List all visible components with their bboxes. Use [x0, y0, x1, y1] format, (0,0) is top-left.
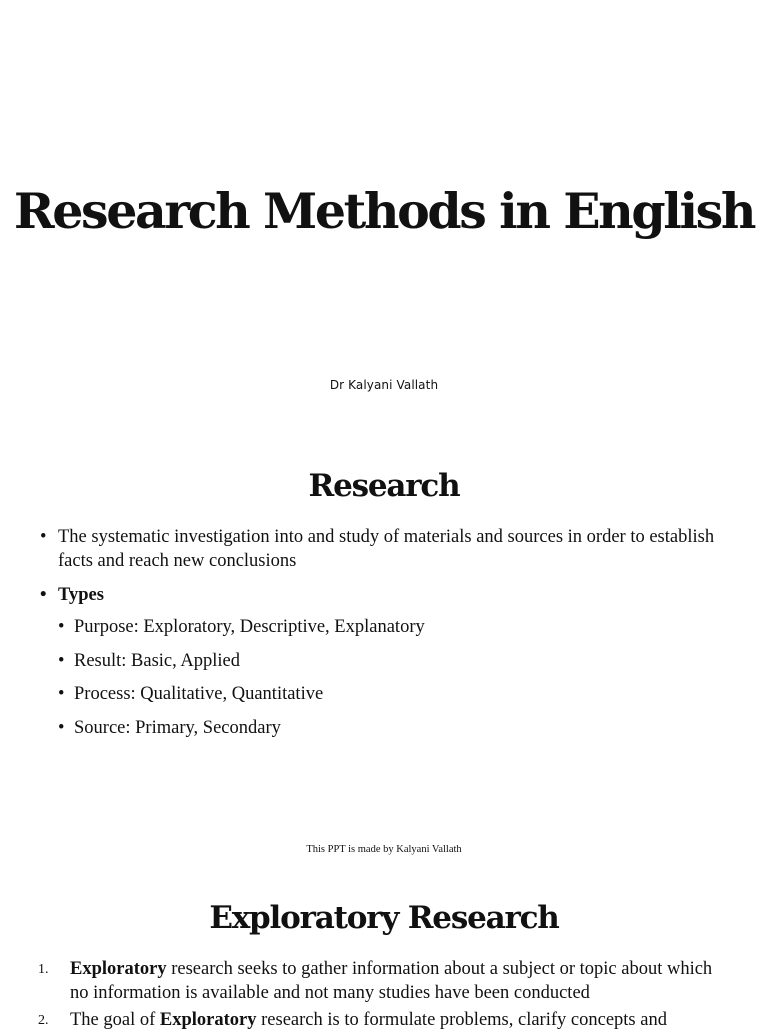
bullet-icon: •: [58, 650, 65, 671]
list-item: [56, 649, 425, 673]
list-item: [56, 615, 425, 639]
item-text: research is to formulate problems, clarify concepts and: [256, 1010, 667, 1030]
types-label: Types: [58, 585, 104, 605]
list-item: [38, 1008, 728, 1032]
types-sub-list: [56, 615, 425, 749]
bullet-icon: •: [40, 527, 47, 547]
research-slide: [0, 432, 768, 864]
item-text: research seeks to gather information about a subject or topic about which no information is available and not many studies have been conducted: [70, 959, 713, 1003]
bullet-icon: •: [58, 717, 65, 738]
exploratory-heading: Exploratory Research: [209, 900, 559, 936]
type-source: Source: Primary, Secondary: [74, 717, 281, 738]
title-slide: [0, 0, 768, 432]
research-bullet-list: [38, 525, 718, 617]
slide-footer: This PPT is made by Kalyani Vallath: [306, 844, 462, 855]
exploratory-slide: [0, 864, 768, 1030]
list-item: [56, 716, 425, 740]
presentation-title: Research Methods in English: [13, 182, 755, 240]
item-number: 2.: [38, 1013, 49, 1028]
bold-term: Exploratory: [159, 1010, 257, 1030]
list-item: [38, 957, 728, 1005]
research-definition: The systematic investigation into and study of materials and sources in order to establish facts and reach new conclusions: [58, 527, 715, 571]
type-result: Result: Basic, Applied: [74, 650, 240, 671]
list-item: [56, 682, 425, 706]
research-heading: Research: [308, 468, 460, 504]
item-prefix: The goal of: [70, 1010, 160, 1030]
item-number: 1.: [38, 962, 49, 977]
bullet-icon: •: [40, 585, 47, 605]
exploratory-numbered-list: [38, 957, 728, 1035]
bullet-icon: •: [58, 684, 65, 704]
bold-term: Exploratory: [70, 959, 167, 979]
type-process: Process: Qualitative, Quantitative: [74, 684, 324, 704]
author-name: Dr Kalyani Vallath: [329, 378, 439, 392]
list-item: [38, 525, 718, 573]
list-item: [38, 583, 718, 607]
bullet-icon: •: [58, 617, 65, 637]
type-purpose: Purpose: Exploratory, Descriptive, Explanatory: [74, 617, 425, 637]
